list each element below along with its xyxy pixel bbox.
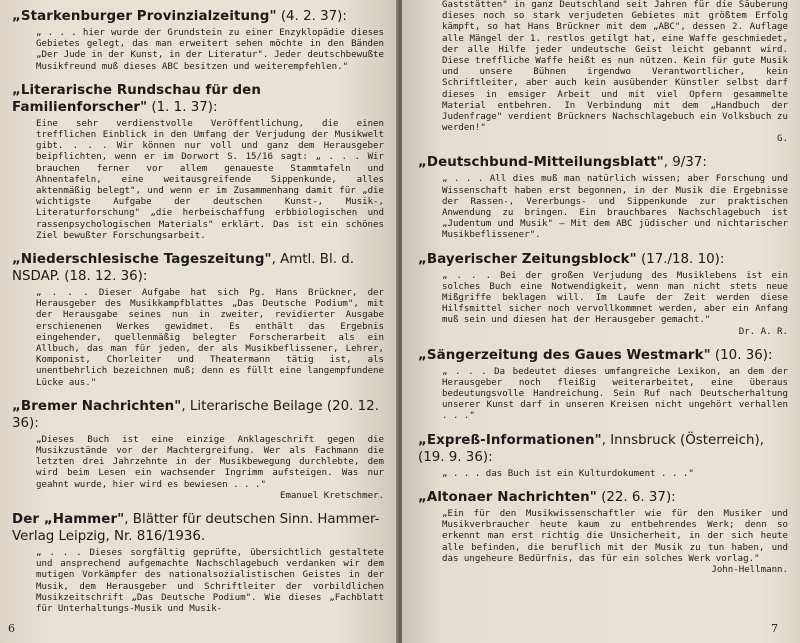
review-entry	[418, 489, 788, 576]
entry-heading	[12, 82, 384, 116]
entry-quote: „ . . . Dieses sorgfältig geprüfte, übersichtlich gestaltete und ansprechend aufgemachte Nachschlagebuch verdanken wir dem mutigen Vorkämpfer des nationalsozialistischen Geistes in der Musik, dem Herausgeber und Schriftleiter der vorbildlichen Musikzeitschrift „Das Deutsche Podium". Wie dieses „Fachblatt für Unterhaltungs-Musik und Musik-	[36, 547, 384, 614]
entry-source: „Sängerzeitung des Gaues Westmark"	[418, 347, 711, 363]
review-entry	[418, 347, 788, 423]
review-entry	[12, 398, 384, 502]
entry-meta: , Amtl. Bl. d. NSDAP. (18. 12. 36):	[12, 252, 354, 285]
entry-meta: (22. 6. 37):	[596, 489, 676, 505]
review-entry	[12, 8, 384, 73]
entry-source: „Bayerischer Zeitungsblock"	[418, 251, 637, 267]
entry-quote: „ . . . Da bedeutet dieses umfangreiche Lexikon, an dem der Herausgeber noch fleißig weiterarbeitet, eine überaus bedeutungsvolle Handreichung. Sein Ruf nach Deutscherhaltung unserer Kunst darf in unseren Kreisen nicht ungehört verhallen . . ."	[442, 366, 788, 422]
entry-heading	[418, 489, 788, 506]
entry-source: „Expreß-Informationen"	[418, 432, 602, 448]
entry-quote: Eine sehr verdienstvolle Veröffentlichung, die einen trefflichen Einblick in den Umfang der Verjudung der Musikwelt gibt. . . . Wir können nur voll und ganz dem Herausgeber beipflichten, wenn er im Dorwort S. 15/16 sagt: „ . . . Wir brauchen ferner vor allem genaueste Stammtafeln und Ahnentafeln, eine weitausgreifende Sippenkunde, alles aktenmäßig belegt", und wenn er im Zusammenhang damit für „die wichtigste Aufgabe der deutschen Kunst-, Musik-, Literaturforschung" „die herbeischaffung erbbiologischen und rassenpsychologischen Materials" erklärt. Das ist ein schönes Ziel bewußter Forschungsarbeit.	[36, 118, 384, 241]
entry-quote: „ . . . All dies muß man natürlich wissen; aber Forschung und Wissenschaft haben erst begonnen, in der Musik die Ergebnisse der Rassen-, Vererbungs- und Sippenkunde zur praktischen Anwendung zu bringen. Ein brauchbares Nachschlagebuch ist „Judentum und Musik" — Mit dem ABC jüdischer und nichtarischer Musikbeflissener".	[442, 174, 788, 241]
entry-heading	[418, 347, 788, 364]
entry-quote: „Ein für den Musikwissenschaftler wie für den Musiker und Musikverbraucher heute kaum zu entbehrendes Werk; denn so erkennt man erst richtig die Unsicherheit, in der sich heute alle befinden, die beruflich mit der Musik zu tun haben, und das ungeheure Bedürfnis, das für ein solches Werk vorlag."	[442, 508, 788, 564]
review-entry	[12, 82, 384, 242]
entry-meta: (4. 2. 37):	[276, 9, 347, 24]
entry-meta: (17./18. 10):	[636, 251, 725, 267]
entry-signature: G.	[777, 134, 788, 145]
entry-heading	[12, 398, 384, 432]
entry-source: Der „Hammer"	[12, 511, 125, 527]
entry-heading	[12, 8, 384, 25]
entry-meta: , 9/37:	[663, 155, 707, 171]
page-number: 6	[8, 622, 15, 635]
entry-meta: , Literarische Beilage (20. 12. 36):	[12, 398, 379, 431]
review-entry	[418, 432, 788, 480]
entry-source: „Altonaer Nachrichten"	[418, 489, 597, 505]
entry-source: „Bremer Nachrichten"	[12, 398, 182, 414]
review-entry	[12, 511, 384, 615]
entry-meta: (1. 1. 37):	[147, 99, 218, 115]
entry-quote: Gaststätten" in ganz Deutschland seit Jahren für die Säuberung dieses noch so stark verjudeten Gebietes mit größtem Erfolg kämpft, so hat Hans Brückner mit dem „ABC", dessen 2. Auflage alle Mängel der 1. restlos getilgt hat, eine Waffe geschmiedet, der alle Hilfe jeder undeutsche Geist leicht gebannt wird. Diese treffliche Waffe heißt es nun nützen. Kein für gute Musik und unsere Bühnen irgendwo Verantwortlicher, kein Schriftleiter, aber auch kein ausübender Künstler selbst darf dieses in emsiger Arbeit und mit viel Opfern gesammelte Material entbehren. In Verbindung mit dem „Handbuch der Judenfrage" verdient Brückners Nachschlagebuch ein Volksbuch zu werden!"	[442, 0, 788, 134]
entry-signature: Dr. A. R.	[738, 326, 788, 337]
entry-quote: „ . . . Bei der großen Verjudung des Musiklebens ist ein solches Buch eine Notwendigkeit, wenn man nicht stets neue Mißgriffe beklagen will. Im Laufe der Zeit werden diese Hilfsmittel sicher noch vervollkommnet werden, aber ein Anfang muß sein und diesen hat der Herausgeber gemacht."	[442, 270, 788, 326]
entry-source: „Deutschbund-Mitteilungsblatt"	[418, 155, 664, 171]
left-page	[0, 0, 398, 643]
right-page	[402, 0, 800, 643]
entry-quote: „ . . . das Buch ist ein Kulturdokument . . ."	[442, 468, 694, 479]
entry-meta: , Innsbruck (Österreich), (19. 9. 36):	[418, 432, 764, 465]
review-entry	[418, 251, 788, 338]
entry-quote: „Dieses Buch ist eine einzige Anklageschrift gegen die Musikzustände vor der Machtergreifung. Wer als Fachmann die letzten drei Jahrzehnte in der Musikbewegung durchlebte, dem wird beim Lesen ein wachsender Ingrimm aufsteigen. Was nur geahnt wurde, hier wird es bewiesen . . ."	[36, 434, 384, 490]
review-entry	[418, 154, 788, 241]
entry-signature: John-Hellmann.	[711, 564, 788, 575]
entry-source: „Niederschlesische Tageszeitung"	[12, 252, 272, 268]
entry-heading	[418, 154, 788, 171]
review-entry	[12, 251, 384, 389]
entry-meta: , Blätter für deutschen Sinn. Hammer-Verlag Leipzig, Nr. 816/1936.	[12, 511, 380, 544]
entry-source: „Starkenburger Provinzialzeitung"	[12, 9, 277, 24]
entry-quote: „ . . . Dieser Aufgabe hat sich Pg. Hans Brückner, der Herausgeber des Musikkampfblattes „Das Deutsche Podium", mit der Herausgabe seines nun in zweiter, revidierter Ausgabe erschienenen Werkes gewidmet. Es enthält das Ergebnis eingehender, quellenmäßig belegter Forscherarbeit als ein Allbuch, das man für jeden, der als Musikbeflissener, Lehrer, Komponist, Chorleiter und Theatermann tätig ist, als unentbehrlich bezeichnen muß; denn es füllt eine langempfundene Lücke aus."	[36, 288, 384, 388]
entry-heading	[12, 511, 384, 545]
entry-quote: „ . . . hier wurde der Grundstein zu einer Enzyklopädie dieses Gebietes gelegt, das man erweitert sehen möchte in den Bänden „Der Jude in der Kunst, in der Literatur". Jeder deutschbewußte Musikfreund muß dieses ABC besitzen und weiterempfehlen."	[36, 28, 384, 72]
entry-meta: (10. 36):	[710, 347, 773, 363]
entry-source: „Literarische Rundschau für den Familienforscher"	[12, 82, 261, 115]
page-number: 7	[771, 622, 778, 635]
entry-heading	[418, 432, 788, 466]
entry-heading	[12, 251, 384, 285]
review-entry-continued	[418, 0, 788, 145]
entry-signature: Emanuel Kretschmer.	[279, 490, 384, 501]
entry-heading	[418, 251, 788, 268]
